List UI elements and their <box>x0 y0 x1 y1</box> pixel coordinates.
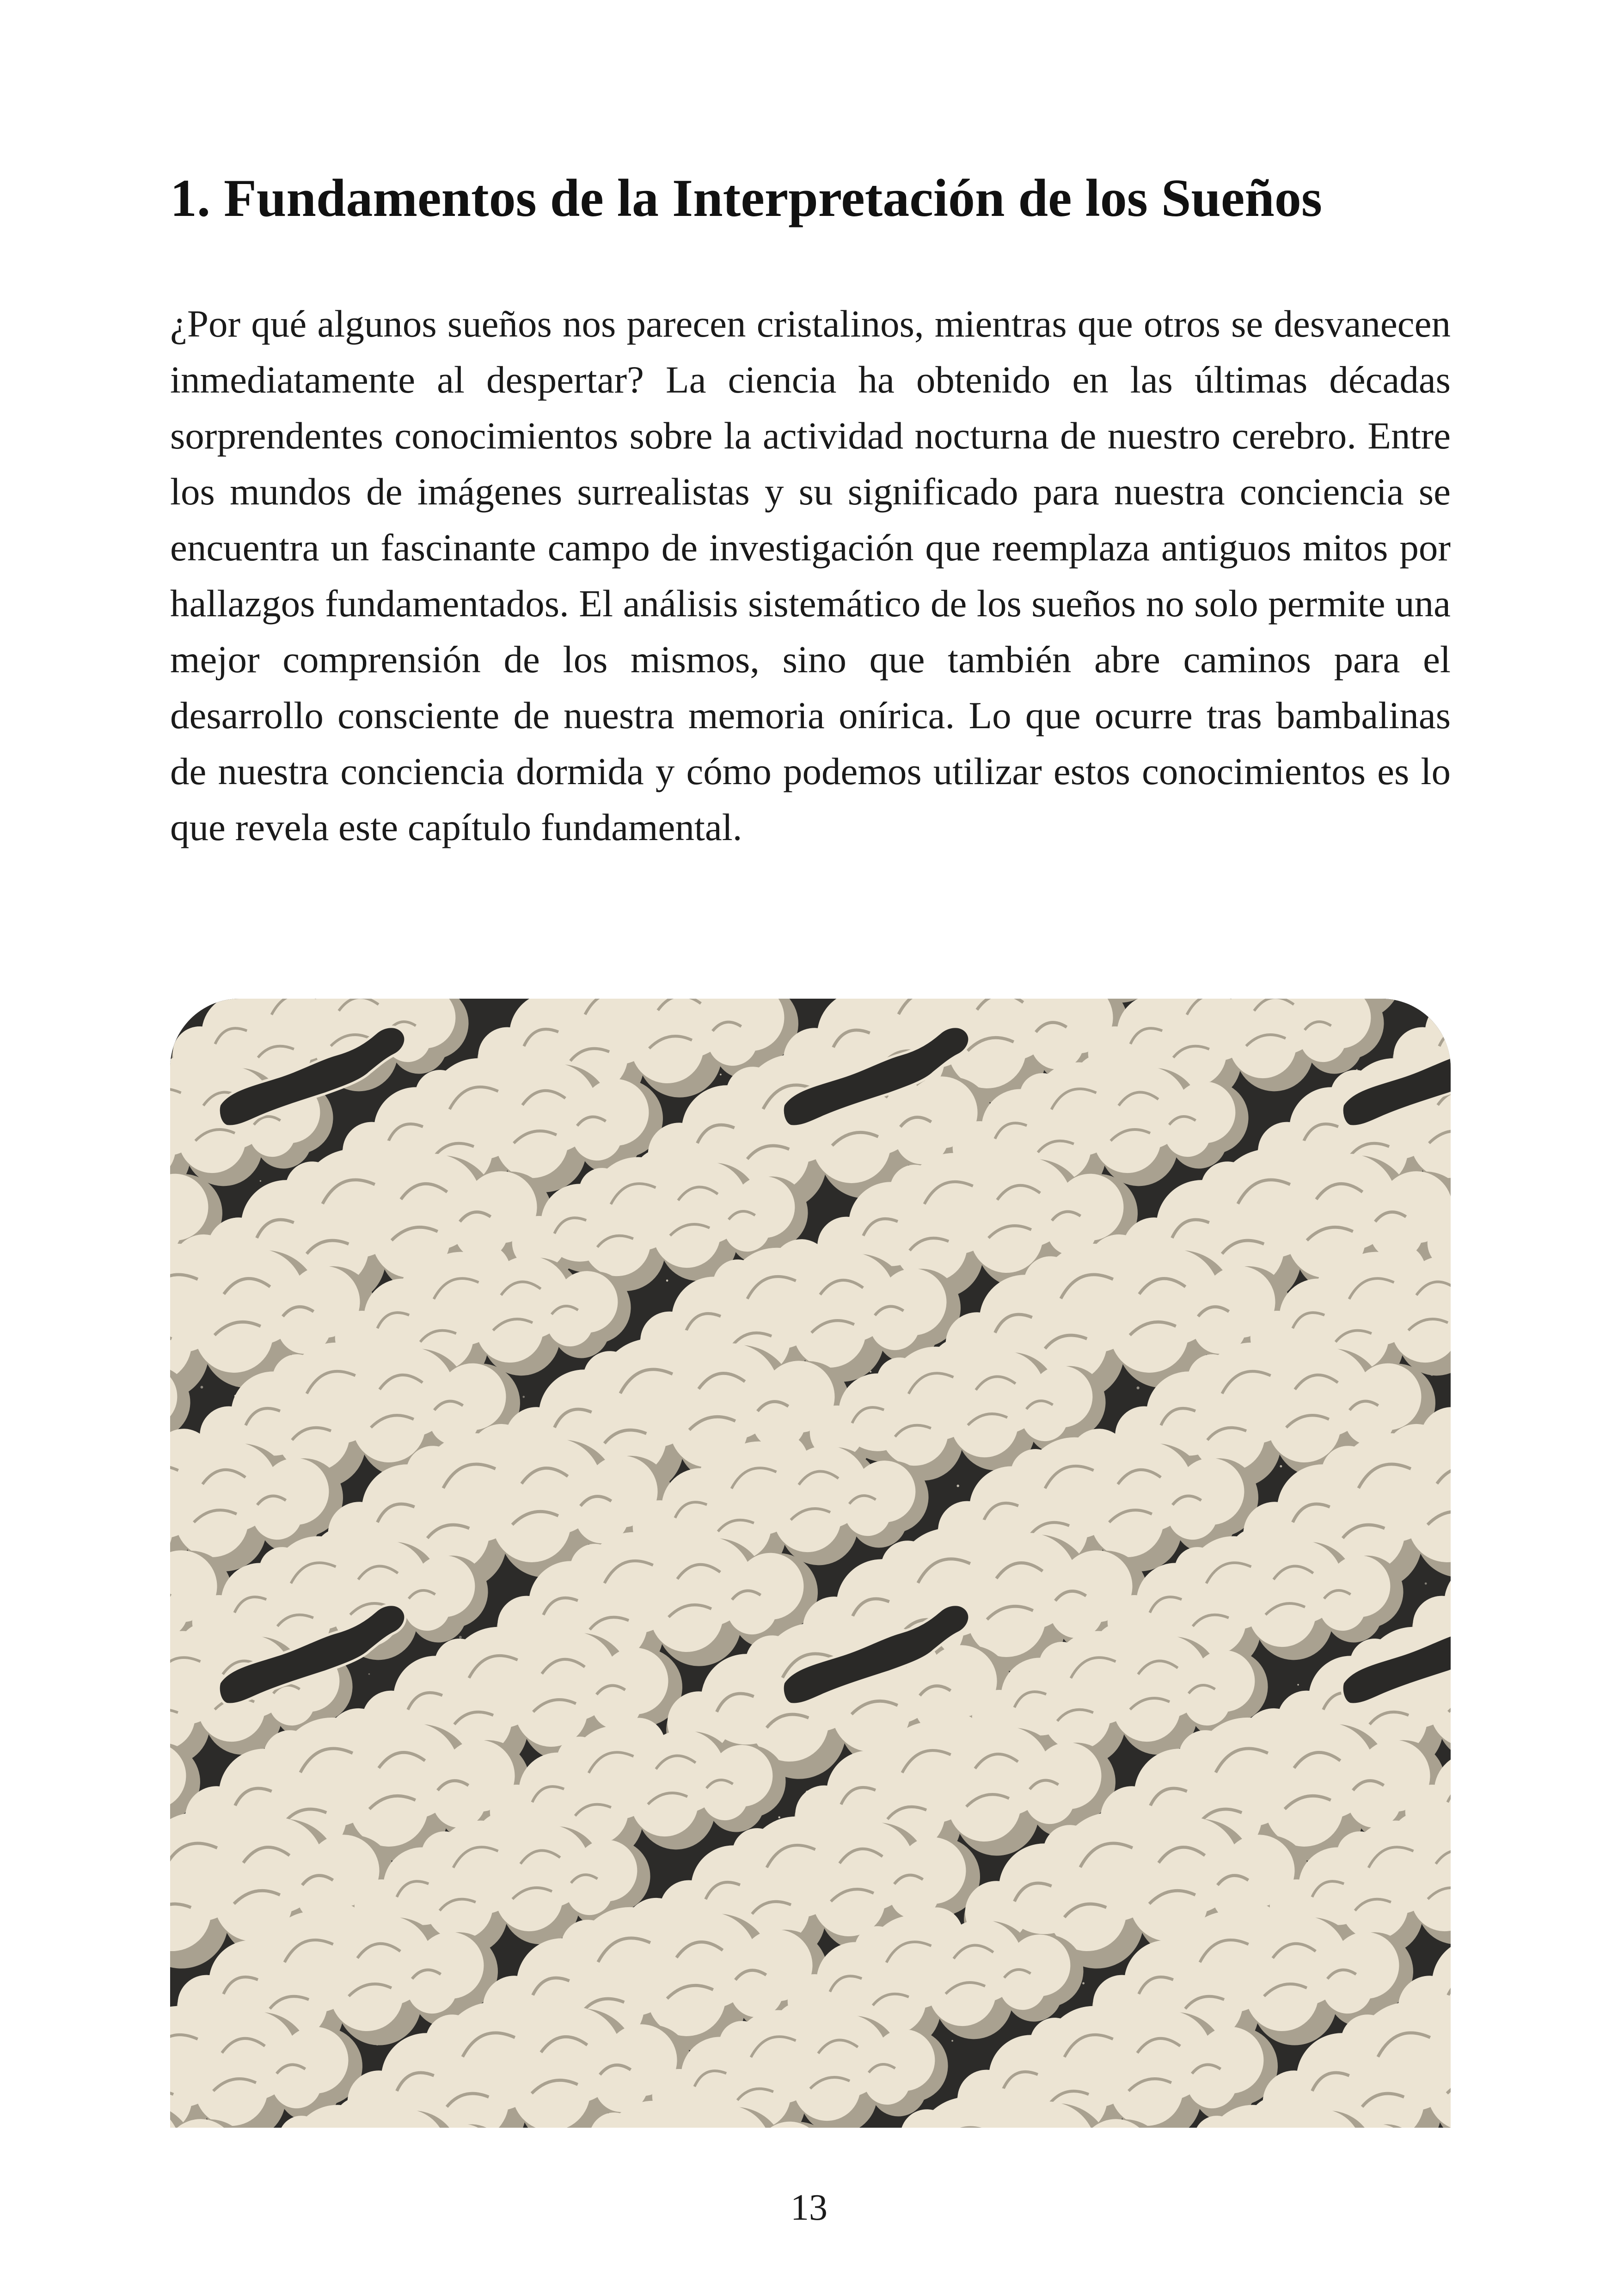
cloud-pattern-image <box>170 999 1451 2128</box>
chapter-title: 1. Fundamentos de la Interpretación de los Sueños <box>170 169 1323 228</box>
cloud-pattern-illustration <box>170 999 1451 2128</box>
intro-paragraph: ¿Por qué algunos sueños nos parecen cristalinos, mientras que otros se desvanecen inmediatamente al despertar? La ciencia ha obtenido en las últimas décadas sorprendentes conocimientos sobre la actividad nocturna de nuestro cerebro. Entre los mundos de imágenes surrealistas y su significado para nuestra conciencia se encuentra un fascinante campo de investigación que reemplaza antiguos mitos por hallazgos fundamentados. El análisis sistemático de los sueños no solo permite una mejor comprensión de los mismos, sino que también abre caminos para el desarrollo consciente de nuestra memoria onírica. Lo que ocurre tras bambalinas de nuestra conciencia dormida y cómo podemos utilizar estos conocimientos es lo que revela este capítulo fundamental. <box>170 302 1451 848</box>
page-number: 13 <box>791 2187 827 2228</box>
